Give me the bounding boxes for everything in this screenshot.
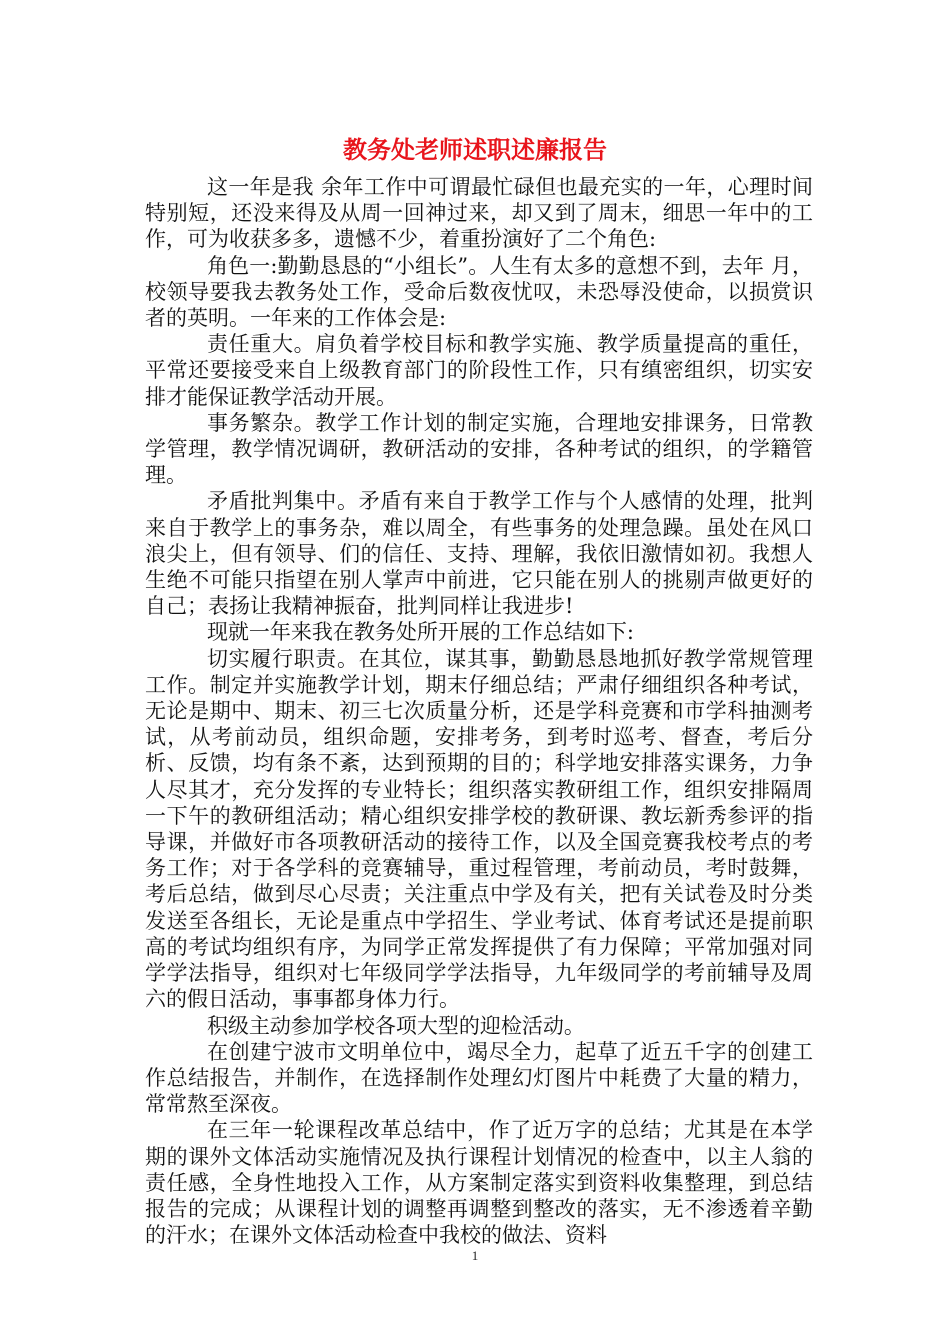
- paragraph: 在三年一轮课程改革总结中，作了近万字的总结；尤其是在本学期的课外文体活动实施情况及执行课程计划情况的检查中，以主人翁的责任感，全身性地投入工作，从方案制定落实到资料收集整理，到总结报告的完成；从课程计划的调整再调整到整改的落实，无不渗透着辛勤的汗水；在课外文体活动检查中我校的做法、资料: [145, 1118, 813, 1248]
- document-title: 教务处老师述职述廉报告: [343, 135, 607, 164]
- paragraph: 现就一年来我在教务处所开展的工作总结如下:: [206, 620, 635, 645]
- paragraph: 积级主动参加学校各项大型的迎检活动。: [206, 1013, 585, 1038]
- paragraph: 切实履行职责。在其位，谋其事，勤勤恳恳地抓好教学常规管理工作。制定并实施教学计划，期末仔细总结；严肃仔细组织各种考试，无论是期中、期末、初三七次质量分析，还是学科竞赛和市学科抽测考试，从考前动员，组织命题，安排考务，到考时巡考、督查，考后分析、反馈，均有条不紊，达到预期的目的；科学地安排落实课务，力争人尽其才，充分发挥的专业特长；组织落实教研组工作，组织安排隔周一下午的教研组活动；精心组织安排学校的教研课、教坛新秀参评的指导课，并做好市各项教研活动的接待工作，以及全国竞赛我校考点的考务工作；对于各学科的竞赛辅导，重过程管理，考前动员，考时鼓舞，考后总结，做到尽心尽责；关注重点中学及有关，把有关试卷及时分类发送至各组长，无论是重点中学招生、学业考试、体育考试还是提前职高的考试均组织有序，为同学正常发挥提供了有力保障；平常加强对同学学法指导，组织对七年级同学学法指导，九年级同学的考前辅导及周六的假日活动，事事都身体力行。: [145, 646, 813, 1012]
- paragraph: 事务繁杂。教学工作计划的制定实施，合理地安排课务，日常教学管理，教学情况调研，教研活动的安排，各种考试的组织，的学籍管理。: [145, 410, 813, 488]
- paragraph: 角色一:勤勤恳恳的“小组长”。人生有太多的意想不到，去年 月，校领导要我去教务处工作，受命后数夜忧叹，未恐辱没使命，以损赏识者的英明。一年来的工作体会是:: [145, 253, 813, 331]
- page-number: 1: [471, 1248, 479, 1263]
- paragraph: 这一年是我 余年工作中可谓最忙碌但也最充实的一年，心理时间特别短，还没来得及从周一回神过来，却又到了周末，细思一年中的工作，可为收获多多，遗憾不少，着重扮演好了二个角色:: [145, 175, 813, 252]
- paragraph: 在创建宁波市文明单位中，竭尽全力，起草了近五千字的创建工作总结报告，并制作，在选择制作处理幻灯图片中耗费了大量的精力，常常熬至深夜。: [145, 1039, 813, 1117]
- paragraph: 矛盾批判集中。矛盾有来自于教学工作与个人感情的处理，批判来自于教学上的事务杂，难以周全，有些事务的处理急躁。虽处在风口浪尖上，但有领导、们的信任、支持、理解，我依旧激情如初。我想人生绝不可能只指望在别人掌声中前进，它只能在别人的挑剔声做更好的自己；表扬让我精神振奋，批判同样让我进步!: [145, 489, 813, 619]
- paragraph: 责任重大。肩负着学校目标和教学实施、教学质量提高的重任，平常还要接受来自上级教育部门的阶段性工作，只有缜密组织，切实安排才能保证教学活动开展。: [145, 332, 813, 409]
- document-body: [145, 174, 813, 1248]
